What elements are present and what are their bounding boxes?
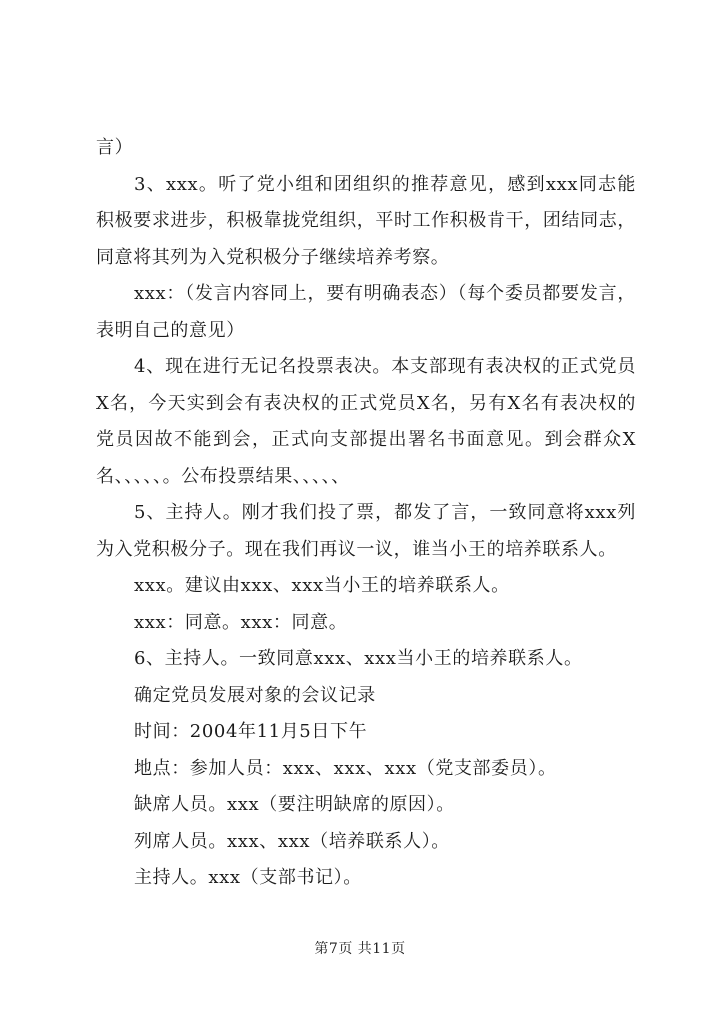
paragraph-0: 言） — [96, 137, 134, 158]
paragraph-12: 列席人员。xxx、xxx（培养联系人）。 — [134, 830, 450, 852]
paragraph-2: xxx：（发言内容同上，要有明确表态）（每个委员都要发言，表明自己的意见） — [96, 283, 636, 341]
paragraph-8: 确定党员发展对象的会议记录 — [134, 684, 376, 706]
paragraph-1: 3、xxx。听了党小组和团组织的推荐意见，感到xxx同志能积极要求进步，积极靠拢党组织，平时工作积极肯干，团结同志，同意将其列为入党积极分子继续培养考察。 — [96, 173, 636, 268]
body-text — [96, 130, 636, 897]
paragraph-9: 时间：2004年11月5日下午 — [134, 721, 368, 742]
paragraph-5: xxx。建议由xxx、xxx当小王的培养联系人。 — [134, 575, 510, 596]
page-footer: 第7页 共11页 — [314, 941, 406, 957]
paragraph-3: 4、现在进行无记名投票表决。本支部现有表决权的正式党员X名，今天实到会有表决权的正式党员X名，另有X名有表决权的党员因故不能到会，正式向支部提出署名书面意见。到会群众X名、、、、、。公布投票结果、、、、、 — [96, 356, 636, 487]
paragraph-13: 主持人。xxx（支部书记）。 — [134, 867, 362, 888]
paragraph-7: 6、主持人。一致同意xxx、xxx当小王的培养联系人。 — [134, 648, 583, 669]
paragraph-4: 5、主持人。刚才我们投了票，都发了言，一致同意将xxx列为入党积极分子。现在我们再议一议，谁当小王的培养联系人。 — [96, 502, 636, 560]
paragraph-6: xxx：同意。xxx：同意。 — [134, 611, 348, 633]
paragraph-11: 缺席人员。xxx（要注明缺席的原因）。 — [134, 794, 455, 815]
paragraph-10: 地点：参加人员：xxx、xxx、xxx（党支部委员）。 — [134, 757, 557, 779]
